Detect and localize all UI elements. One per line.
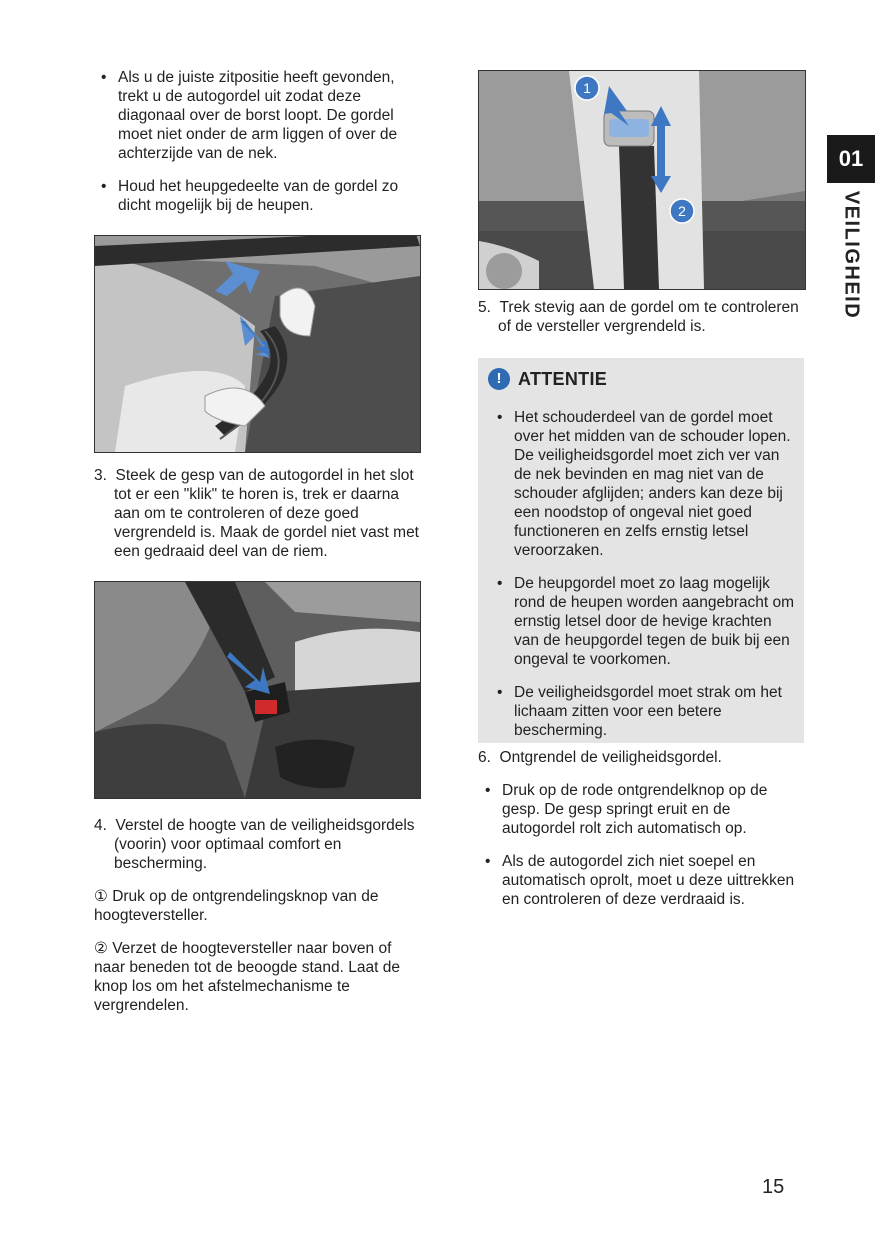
substep-1: ① Druk op de ontgrendelingsknop van de hoogteversteller. — [94, 888, 379, 924]
marker-2-label: 2 — [678, 203, 686, 219]
list-item: • Als de autogordel zich niet soepel en automatisch oprolt, moet u deze uittrekken en controleren of deze verdraaid is. — [478, 852, 804, 909]
list-item: • De heupgordel moet zo laag mogelijk rond de heupen worden aangebracht om ernstig letsel door de hevige krachten van de heupgordel tegen de buik bij een ongeval te voorkomen. — [490, 574, 796, 669]
attention-box — [478, 358, 804, 743]
list-item: • Het schouderdeel van de gordel moet over het midden van de schouder lopen. De veiligheidsgordel moet zich ver van de nek bevinden en mag niet van de schouder afglijden; anders kan deze bij een noodstop of ongeval niet goed functioneren en zelfs ernstig letsel veroorzaken. — [490, 408, 796, 560]
chapter-title: VEILIGHEID — [840, 190, 863, 320]
list-item: • Druk op de rode ontgrendelknop op de gesp. De gesp springt eruit en de autogordel rolt zich automatisch op. — [478, 781, 804, 838]
right-column-step5 — [478, 298, 804, 350]
attention-title: ATTENTIE — [518, 368, 608, 389]
release-button-icon — [255, 700, 277, 714]
chapter-number: 01 — [827, 135, 875, 183]
list-item: • De veiligheidsgordel moet strak om het lichaam zitten voor een betere bescherming. — [490, 683, 796, 740]
step6-bullet-list — [478, 781, 804, 909]
list-item: • Houd het heupgedeelte van de gordel zo dicht mogelijk bij de heupen. — [94, 177, 420, 215]
lap-belt-illustration — [95, 236, 420, 452]
left-column-step4 — [94, 816, 420, 1029]
figure-height-adjuster — [478, 70, 806, 290]
height-adjuster-illustration — [479, 71, 805, 289]
exclamation-icon: ! — [488, 368, 510, 390]
figure-buckle — [94, 581, 421, 799]
figure-lap-belt — [94, 235, 421, 453]
intro-bullet-list — [94, 68, 420, 215]
right-column-step6 — [478, 748, 804, 923]
substep-2: ② Verzet de hoogteversteller naar boven of naar beneden tot de beoogde stand. Laat de knop los om het afstelmechanisme te vergrendelen. — [94, 940, 400, 1014]
left-column — [94, 68, 420, 229]
step-4: 4. Verstel de hoogte van de veiligheidsgordels (voorin) voor optimaal comfort en bescherming. — [94, 817, 415, 872]
left-column-step3 — [94, 466, 420, 575]
attention-header — [488, 368, 607, 390]
marker-1-label: 1 — [583, 80, 591, 96]
step-6: 6. Ontgrendel de veiligheidsgordel. — [478, 749, 722, 766]
step-3: 3. Steek de gesp van de autogordel in het slot tot er een "klik" te horen is, trek er daarna aan om te controleren of deze goed vergrendeld is. Maak de gordel niet vast met een gedraaid deel van de riem. — [94, 467, 419, 560]
page-number: 15 — [762, 1176, 785, 1198]
step-5: 5. Trek stevig aan de gordel om te controleren of de versteller vergrendeld is. — [478, 299, 799, 335]
buckle-illustration — [95, 582, 420, 798]
list-item: • Als u de juiste zitpositie heeft gevonden, trekt u de autogordel uit zodat deze diagonaal over de borst loopt. De gordel moet niet onder de arm liggen of over de achterzijde van de nek. — [94, 68, 420, 163]
attention-bullet-list — [490, 408, 796, 754]
